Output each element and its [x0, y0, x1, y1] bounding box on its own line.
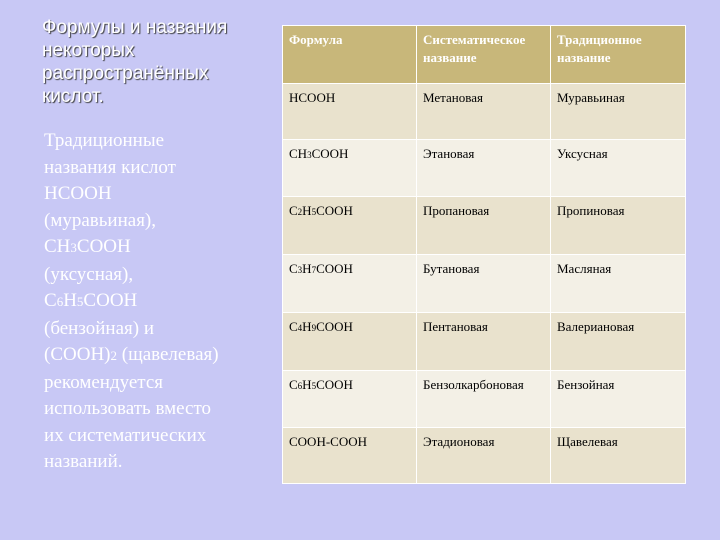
- cell-traditional-name: Валериановая: [551, 312, 686, 370]
- formula-index: 5: [76, 294, 84, 309]
- formula-index: 2: [110, 348, 117, 363]
- formula-fragment: COOH: [316, 203, 353, 219]
- table-row: [283, 255, 686, 313]
- body-text-line: [44, 449, 276, 476]
- body-text-fragment: названия кислот: [44, 156, 176, 178]
- header-formula: Формула: [283, 26, 417, 84]
- body-text-fragment: H: [63, 290, 77, 311]
- body-text-line: [44, 342, 276, 370]
- table-row: [283, 197, 686, 255]
- formula-index: 3: [70, 240, 77, 255]
- table-header-row: [283, 26, 686, 84]
- body-text-fragment: HCOOH: [44, 183, 112, 204]
- cell-formula: [283, 84, 417, 140]
- cell-traditional-name: Масляная: [551, 255, 686, 313]
- formula-fragment: COOH: [316, 318, 353, 334]
- body-text-fragment: названий.: [44, 451, 123, 472]
- table-row: [283, 139, 686, 197]
- body-text-fragment: (бензойная) и: [44, 317, 154, 339]
- body-text-line: [44, 396, 276, 423]
- cell-formula: [283, 312, 417, 370]
- formula-index: 4: [297, 322, 303, 333]
- table-row: [283, 312, 686, 370]
- cell-systematic-name: Бензолкарбоновая: [417, 370, 551, 428]
- formula-index: 9: [311, 322, 317, 333]
- table-row: [283, 428, 686, 484]
- body-text-line: [44, 155, 276, 182]
- cell-traditional-name: Пропиновая: [551, 197, 686, 255]
- header-systematic-name: Систематическое название: [417, 26, 551, 84]
- body-text-line: [44, 128, 276, 155]
- table-row: [283, 370, 686, 428]
- body-text-line: [44, 208, 276, 235]
- formula-index: 7: [311, 265, 317, 276]
- body-text-fragment: CH: [44, 236, 71, 257]
- body-text-line: [44, 234, 276, 262]
- formula-fragment: H: [302, 261, 312, 277]
- body-text-fragment: (уксусная),: [44, 263, 134, 285]
- formula-index: 5: [311, 380, 317, 391]
- table-body: [283, 84, 686, 484]
- body-text: [44, 128, 276, 476]
- formula-fragment: COOH-COOH: [289, 434, 367, 450]
- body-text-line: [44, 181, 276, 208]
- body-text-fragment: COOH: [83, 290, 138, 311]
- slide-title: Формулы и названия некоторых распространённых кислот.: [42, 17, 228, 107]
- cell-traditional-name: Муравьиная: [551, 84, 686, 140]
- formula-fragment: COOH: [311, 145, 349, 161]
- formula-index: 5: [311, 207, 317, 218]
- formula-index: 3: [297, 265, 303, 276]
- cell-systematic-name: Этановая: [417, 139, 551, 197]
- formula-index: 2: [297, 207, 303, 218]
- body-text-line: [44, 370, 276, 397]
- formula-index: 6: [297, 380, 303, 391]
- cell-traditional-name: Уксусная: [551, 139, 686, 197]
- cell-systematic-name: Метановая: [417, 84, 551, 140]
- cell-systematic-name: Пропановая: [417, 197, 551, 255]
- body-text-line: [44, 288, 276, 316]
- formula-fragment: C: [289, 203, 298, 219]
- cell-formula: [283, 370, 417, 428]
- cell-systematic-name: Пентановая: [417, 312, 551, 370]
- cell-systematic-name: Бутановая: [417, 255, 551, 313]
- body-text-fragment: Традиционные: [44, 130, 165, 151]
- formula-fragment: C: [289, 318, 298, 334]
- formula-index: 6: [56, 294, 64, 309]
- formula-fragment: C: [289, 261, 298, 277]
- header-traditional-name: Традиционное название: [551, 26, 686, 84]
- body-text-fragment: COOH: [76, 236, 131, 257]
- body-text-fragment: рекомендуется: [44, 371, 164, 393]
- body-text-line: [44, 423, 276, 450]
- body-text-fragment: (муравьиная),: [44, 209, 157, 231]
- formula-fragment: CH: [289, 145, 308, 161]
- formula-fragment: H: [302, 318, 312, 334]
- formula-fragment: HCOOH: [289, 90, 336, 105]
- formula-fragment: C: [289, 376, 298, 392]
- cell-formula: [283, 197, 417, 255]
- body-text-fragment: использовать вместо: [44, 398, 212, 419]
- formula-fragment: COOH: [316, 376, 353, 392]
- formula-fragment: H: [302, 203, 312, 219]
- cell-formula: [283, 428, 417, 484]
- formula-fragment: COOH: [316, 261, 353, 277]
- acids-table-container: [282, 25, 685, 484]
- formula-fragment: H: [302, 376, 312, 392]
- body-text-fragment: C: [44, 290, 57, 311]
- body-text-fragment: (щавелевая): [117, 344, 219, 365]
- cell-formula: [283, 255, 417, 313]
- body-text-fragment: их систематических: [44, 424, 207, 446]
- cell-traditional-name: Щавелевая: [551, 428, 686, 484]
- table-row: [283, 84, 686, 140]
- cell-traditional-name: Бензойная: [551, 370, 686, 428]
- cell-systematic-name: Этадионовая: [417, 428, 551, 484]
- body-text-line: [44, 262, 276, 289]
- cell-formula: [283, 139, 417, 197]
- acids-table: [282, 25, 686, 484]
- body-text-fragment: (COOH): [44, 344, 111, 365]
- body-text-line: [44, 316, 276, 343]
- formula-index: 3: [307, 149, 312, 160]
